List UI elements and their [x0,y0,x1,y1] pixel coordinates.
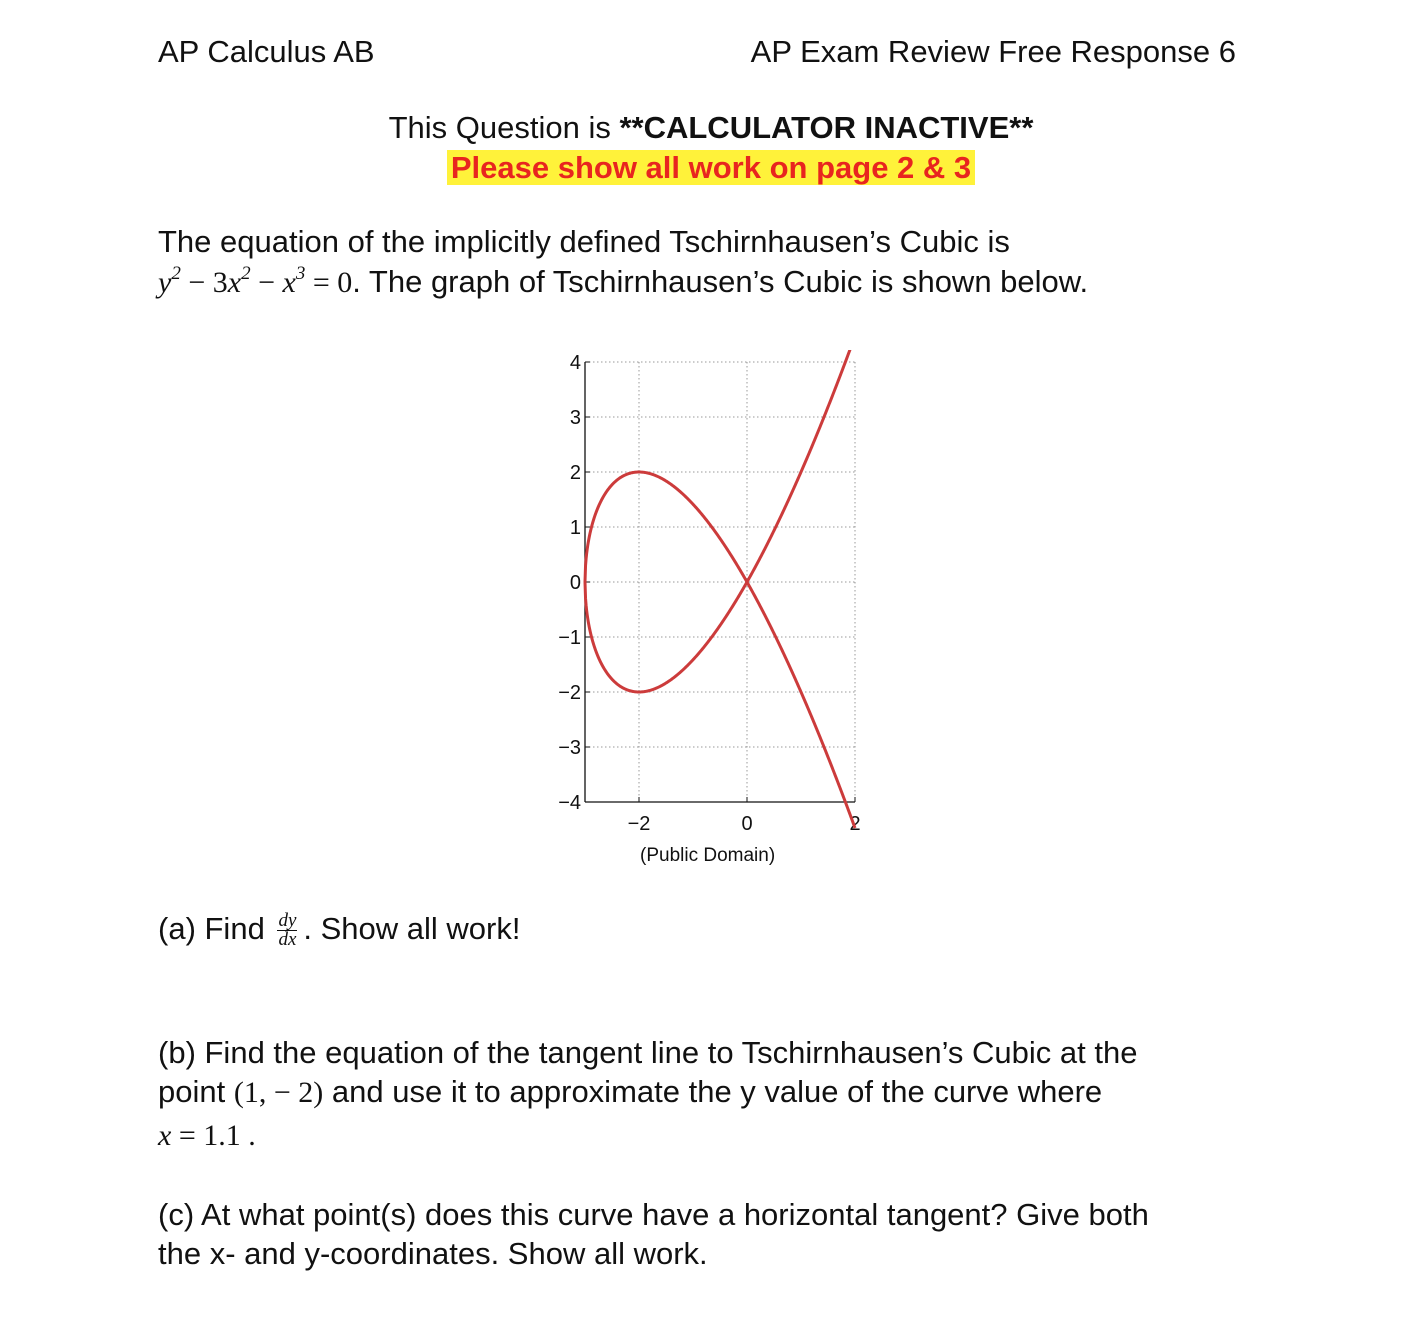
curve-upper-branch [747,350,855,582]
highlighted-instruction: Please show all work on page 2 & 3 [447,150,975,185]
document-title: AP Exam Review Free Response 6 [750,34,1236,69]
y-tick-label: −3 [558,737,581,759]
part-b-line-2: point (1, − 2) and use it to approximate the y value of the curve where [158,1074,1103,1109]
instruction-prefix: This Question is [388,110,620,145]
y-tick-label: 4 [569,352,581,374]
y-tick-label: 1 [569,517,581,539]
tschirnhausen-cubic-chart [530,350,890,840]
y-tick-label: −1 [558,627,581,649]
part-a-prefix: (a) Find [158,911,265,946]
chart-caption: (Public Domain) [640,845,776,866]
intro-suffix: . The graph of Tschirnhausen’s Cubic is shown below. [352,264,1089,299]
part-a [158,905,520,953]
part-b-line-3: x = 1.1 . [158,1119,256,1152]
y-tick-label: −4 [558,792,581,814]
calculator-inactive-label: **CALCULATOR INACTIVE** [619,110,1034,145]
course-title: AP Calculus AB [158,34,375,69]
work-instruction [0,150,1422,186]
y-tick-label: 2 [569,462,581,484]
part-a-suffix: . Show all work! [303,911,521,946]
part-b-line-1: (b) Find the equation of the tangent line to Tschirnhausen’s Cubic at the [158,1035,1138,1070]
intro-line-2 [158,262,1088,303]
part-c-line-1: (c) At what point(s) does this curve have a horizontal tangent? Give both [158,1197,1149,1232]
x-tick-label: −2 [627,813,651,835]
dy-dx-fraction: $\frac{dy}{dx}$ [278,910,297,951]
cubic-equation: $y^2 - 3x^2 - x^3 = 0$ [158,263,353,299]
calculator-instruction [0,110,1422,146]
y-tick-label: 3 [569,407,581,429]
x-tick-label: 0 [741,813,753,835]
y-tick-label: −2 [558,682,581,704]
y-tick-label: 0 [569,572,581,594]
curve-lower-branch [747,582,855,828]
part-c-line-2: the x- and y-coordinates. Show all work. [158,1236,708,1271]
intro-line-1: The equation of the implicitly defined Tschirnhausen’s Cubic is [158,224,1010,259]
tangent-point: (1, − 2) [233,1076,324,1109]
x-tick-label: 2 [849,813,861,835]
